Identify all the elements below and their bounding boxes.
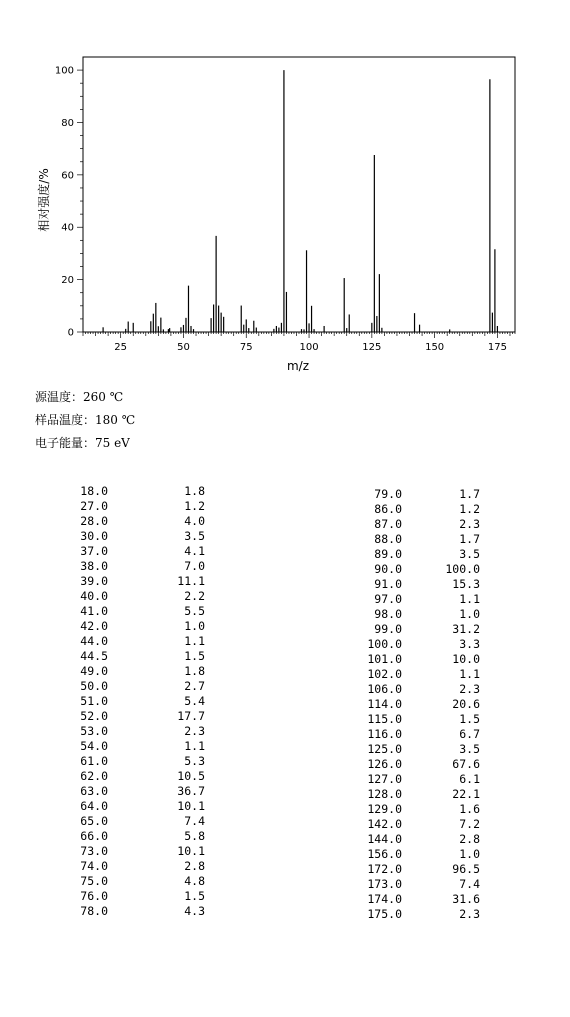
- peak-table-row: [340, 892, 500, 907]
- intensity-value: 4.8: [184, 874, 205, 888]
- mz-value: 66.0: [80, 829, 108, 843]
- intensity-value: 31.2: [452, 622, 480, 636]
- intensity-value: 7.0: [184, 559, 205, 573]
- intensity-value: 1.2: [459, 502, 480, 516]
- mz-value: 102.0: [367, 667, 402, 681]
- mz-value: 91.0: [374, 577, 402, 591]
- mz-value: 62.0: [80, 769, 108, 783]
- mz-value: 100.0: [367, 637, 402, 651]
- mz-value: 98.0: [374, 607, 402, 621]
- peak-table-row: [50, 769, 220, 784]
- mz-value: 61.0: [80, 754, 108, 768]
- intensity-value: 2.8: [459, 832, 480, 846]
- mz-value: 129.0: [367, 802, 402, 816]
- intensity-value: 10.1: [177, 844, 205, 858]
- intensity-value: 5.3: [184, 754, 205, 768]
- mass-spectrum-chart: [0, 0, 570, 380]
- peak-table-row: [340, 667, 500, 682]
- intensity-value: 7.2: [459, 817, 480, 831]
- peak-table-row: [50, 829, 220, 844]
- intensity-value: 36.7: [177, 784, 205, 798]
- mz-value: 65.0: [80, 814, 108, 828]
- mz-value: 115.0: [367, 712, 402, 726]
- intensity-value: 4.3: [184, 904, 205, 918]
- intensity-value: 1.1: [184, 634, 205, 648]
- mz-value: 40.0: [80, 589, 108, 603]
- peak-table-row: [340, 787, 500, 802]
- intensity-value: 100.0: [445, 562, 480, 576]
- peak-table-row: [340, 727, 500, 742]
- mz-value: 106.0: [367, 682, 402, 696]
- intensity-value: 3.5: [459, 742, 480, 756]
- intensity-value: 1.2: [184, 499, 205, 513]
- intensity-value: 2.2: [184, 589, 205, 603]
- mz-value: 73.0: [80, 844, 108, 858]
- peak-table-row: [340, 577, 500, 592]
- mz-value: 63.0: [80, 784, 108, 798]
- x-axis-label: m/z: [286, 359, 310, 373]
- peak-table-row: [50, 904, 220, 919]
- peak-table-row: [340, 547, 500, 562]
- intensity-value: 1.5: [184, 649, 205, 663]
- peak-table-row: [50, 709, 220, 724]
- intensity-value: 3.5: [184, 529, 205, 543]
- mz-value: 64.0: [80, 799, 108, 813]
- intensity-value: 1.7: [459, 487, 480, 501]
- mz-value: 175.0: [367, 907, 402, 921]
- peak-table-row: [50, 889, 220, 904]
- peak-table-right: [340, 487, 500, 922]
- peak-table-row: [50, 529, 220, 544]
- mz-value: 174.0: [367, 892, 402, 906]
- peak-table-row: [340, 682, 500, 697]
- intensity-value: 96.5: [452, 862, 480, 876]
- intensity-value: 1.0: [459, 607, 480, 621]
- mz-value: 75.0: [80, 874, 108, 888]
- mz-value: 76.0: [80, 889, 108, 903]
- intensity-value: 1.8: [184, 664, 205, 678]
- intensity-value: 31.6: [452, 892, 480, 906]
- mz-value: 51.0: [80, 694, 108, 708]
- peak-table-row: [50, 514, 220, 529]
- intensity-value: 2.3: [184, 724, 205, 738]
- intensity-value: 10.5: [177, 769, 205, 783]
- mz-value: 52.0: [80, 709, 108, 723]
- mz-value: 101.0: [367, 652, 402, 666]
- intensity-value: 1.5: [184, 889, 205, 903]
- mz-value: 42.0: [80, 619, 108, 633]
- x-tick-label: 100: [299, 342, 319, 353]
- peak-table-row: [50, 604, 220, 619]
- x-axis: [83, 332, 515, 353]
- peak-table-row: [340, 532, 500, 547]
- intensity-value: 2.3: [459, 682, 480, 696]
- intensity-value: 1.0: [459, 847, 480, 861]
- y-axis: [55, 66, 83, 339]
- peak-table-row: [340, 907, 500, 922]
- source-temperature: 源温度：260 ℃: [35, 390, 124, 404]
- intensity-value: 10.0: [452, 652, 480, 666]
- mz-value: 37.0: [80, 544, 108, 558]
- mz-value: 156.0: [367, 847, 402, 861]
- peak-table-row: [50, 874, 220, 889]
- intensity-value: 2.3: [459, 907, 480, 921]
- intensity-value: 4.0: [184, 514, 205, 528]
- peak-table-row: [340, 847, 500, 862]
- mz-value: 126.0: [367, 757, 402, 771]
- peak-table-row: [50, 679, 220, 694]
- intensity-value: 67.6: [452, 757, 480, 771]
- intensity-value: 2.8: [184, 859, 205, 873]
- peaks-layer: [103, 70, 497, 332]
- mz-value: 90.0: [374, 562, 402, 576]
- mz-value: 28.0: [80, 514, 108, 528]
- peak-table-row: [340, 697, 500, 712]
- y-tick-label: 60: [61, 170, 74, 182]
- peak-table-row: [340, 592, 500, 607]
- mz-value: 53.0: [80, 724, 108, 738]
- peak-table-row: [340, 712, 500, 727]
- intensity-value: 1.5: [459, 712, 480, 726]
- mz-value: 27.0: [80, 499, 108, 513]
- peak-table-row: [340, 562, 500, 577]
- intensity-value: 17.7: [177, 709, 205, 723]
- intensity-value: 1.7: [459, 532, 480, 546]
- y-tick-label: 40: [61, 222, 74, 234]
- mz-value: 116.0: [367, 727, 402, 741]
- peak-table-row: [50, 499, 220, 514]
- x-tick-label: 50: [177, 342, 190, 353]
- intensity-value: 22.1: [452, 787, 480, 801]
- mz-value: 79.0: [374, 487, 402, 501]
- peak-table-row: [50, 664, 220, 679]
- peak-table-row: [340, 652, 500, 667]
- intensity-value: 10.1: [177, 799, 205, 813]
- peak-table-row: [340, 862, 500, 877]
- peak-table-row: [50, 589, 220, 604]
- y-tick-label: 100: [54, 65, 74, 77]
- mz-value: 125.0: [367, 742, 402, 756]
- intensity-value: 1.0: [184, 619, 205, 633]
- mz-value: 114.0: [367, 697, 402, 711]
- mz-value: 50.0: [80, 679, 108, 693]
- intensity-value: 5.8: [184, 829, 205, 843]
- x-tick-label: 125: [362, 342, 382, 353]
- peak-table-row: [50, 799, 220, 814]
- intensity-value: 15.3: [452, 577, 480, 591]
- intensity-value: 5.5: [184, 604, 205, 618]
- mz-value: 39.0: [80, 574, 108, 588]
- mz-value: 30.0: [80, 529, 108, 543]
- mz-value: 54.0: [80, 739, 108, 753]
- y-tick-label: 80: [61, 117, 74, 129]
- x-tick-label: 75: [239, 342, 253, 353]
- peak-table-row: [340, 517, 500, 532]
- peak-table-row: [340, 637, 500, 652]
- peak-table-row: [340, 622, 500, 637]
- intensity-value: 11.1: [177, 574, 205, 588]
- peak-table-left: [50, 484, 220, 919]
- peak-table-row: [50, 694, 220, 709]
- y-tick-label: 0: [67, 327, 74, 339]
- peak-table-row: [340, 607, 500, 622]
- peak-table-row: [340, 802, 500, 817]
- intensity-value: 6.1: [459, 772, 480, 786]
- mz-value: 99.0: [374, 622, 402, 636]
- electron-energy: 电子能量：75 eV: [35, 436, 130, 450]
- mz-value: 44.5: [80, 649, 108, 663]
- plot-frame: [83, 57, 515, 332]
- mz-value: 172.0: [367, 862, 402, 876]
- peak-table-row: [50, 739, 220, 754]
- intensity-value: 1.1: [184, 739, 205, 753]
- peak-table-row: [340, 742, 500, 757]
- peak-table-row: [340, 832, 500, 847]
- mz-value: 88.0: [374, 532, 402, 546]
- peak-table-row: [50, 544, 220, 559]
- peak-table-row: [50, 619, 220, 634]
- intensity-value: 20.6: [452, 697, 480, 711]
- mz-value: 18.0: [80, 484, 108, 498]
- peak-table-row: [50, 484, 220, 499]
- mz-value: 86.0: [374, 502, 402, 516]
- mz-value: 142.0: [367, 817, 402, 831]
- mz-value: 127.0: [367, 772, 402, 786]
- peak-table-row: [50, 859, 220, 874]
- peak-table-row: [50, 724, 220, 739]
- peak-table-row: [340, 877, 500, 892]
- mz-value: 49.0: [80, 664, 108, 678]
- intensity-value: 3.3: [459, 637, 480, 651]
- mz-value: 144.0: [367, 832, 402, 846]
- sample-temperature: 样品温度：180 ℃: [35, 413, 136, 427]
- mz-value: 41.0: [80, 604, 108, 618]
- x-tick-label: 150: [425, 342, 445, 353]
- peak-table-row: [50, 814, 220, 829]
- x-tick-label: 25: [114, 342, 128, 353]
- intensity-value: 1.8: [184, 484, 205, 498]
- peak-table-row: [340, 817, 500, 832]
- intensity-value: 7.4: [184, 814, 205, 828]
- peak-table-row: [50, 754, 220, 769]
- intensity-value: 6.7: [459, 727, 480, 741]
- mz-value: 74.0: [80, 859, 108, 873]
- mz-value: 44.0: [80, 634, 108, 648]
- x-tick-label: 175: [487, 342, 507, 353]
- peak-table-row: [50, 559, 220, 574]
- peak-table-row: [50, 784, 220, 799]
- intensity-value: 1.1: [459, 592, 480, 606]
- peak-table-row: [340, 757, 500, 772]
- intensity-value: 7.4: [459, 877, 480, 891]
- peak-table-row: [50, 649, 220, 664]
- y-tick-label: 20: [61, 275, 74, 287]
- mz-value: 128.0: [367, 787, 402, 801]
- mz-value: 87.0: [374, 517, 402, 531]
- peak-table-row: [50, 634, 220, 649]
- mz-value: 38.0: [80, 559, 108, 573]
- intensity-value: 3.5: [459, 547, 480, 561]
- intensity-value: 2.7: [184, 679, 205, 693]
- mz-value: 89.0: [374, 547, 402, 561]
- mz-value: 97.0: [374, 592, 402, 606]
- mz-value: 78.0: [80, 904, 108, 918]
- intensity-value: 2.3: [459, 517, 480, 531]
- mz-value: 173.0: [367, 877, 402, 891]
- peak-table-row: [340, 502, 500, 517]
- peak-table-row: [340, 487, 500, 502]
- peak-table-row: [340, 772, 500, 787]
- peak-table-row: [50, 574, 220, 589]
- intensity-value: 1.1: [459, 667, 480, 681]
- y-axis-label: 相对强度/%: [37, 168, 51, 232]
- peak-table-row: [50, 844, 220, 859]
- intensity-value: 1.6: [459, 802, 480, 816]
- intensity-value: 4.1: [184, 544, 205, 558]
- intensity-value: 5.4: [184, 694, 205, 708]
